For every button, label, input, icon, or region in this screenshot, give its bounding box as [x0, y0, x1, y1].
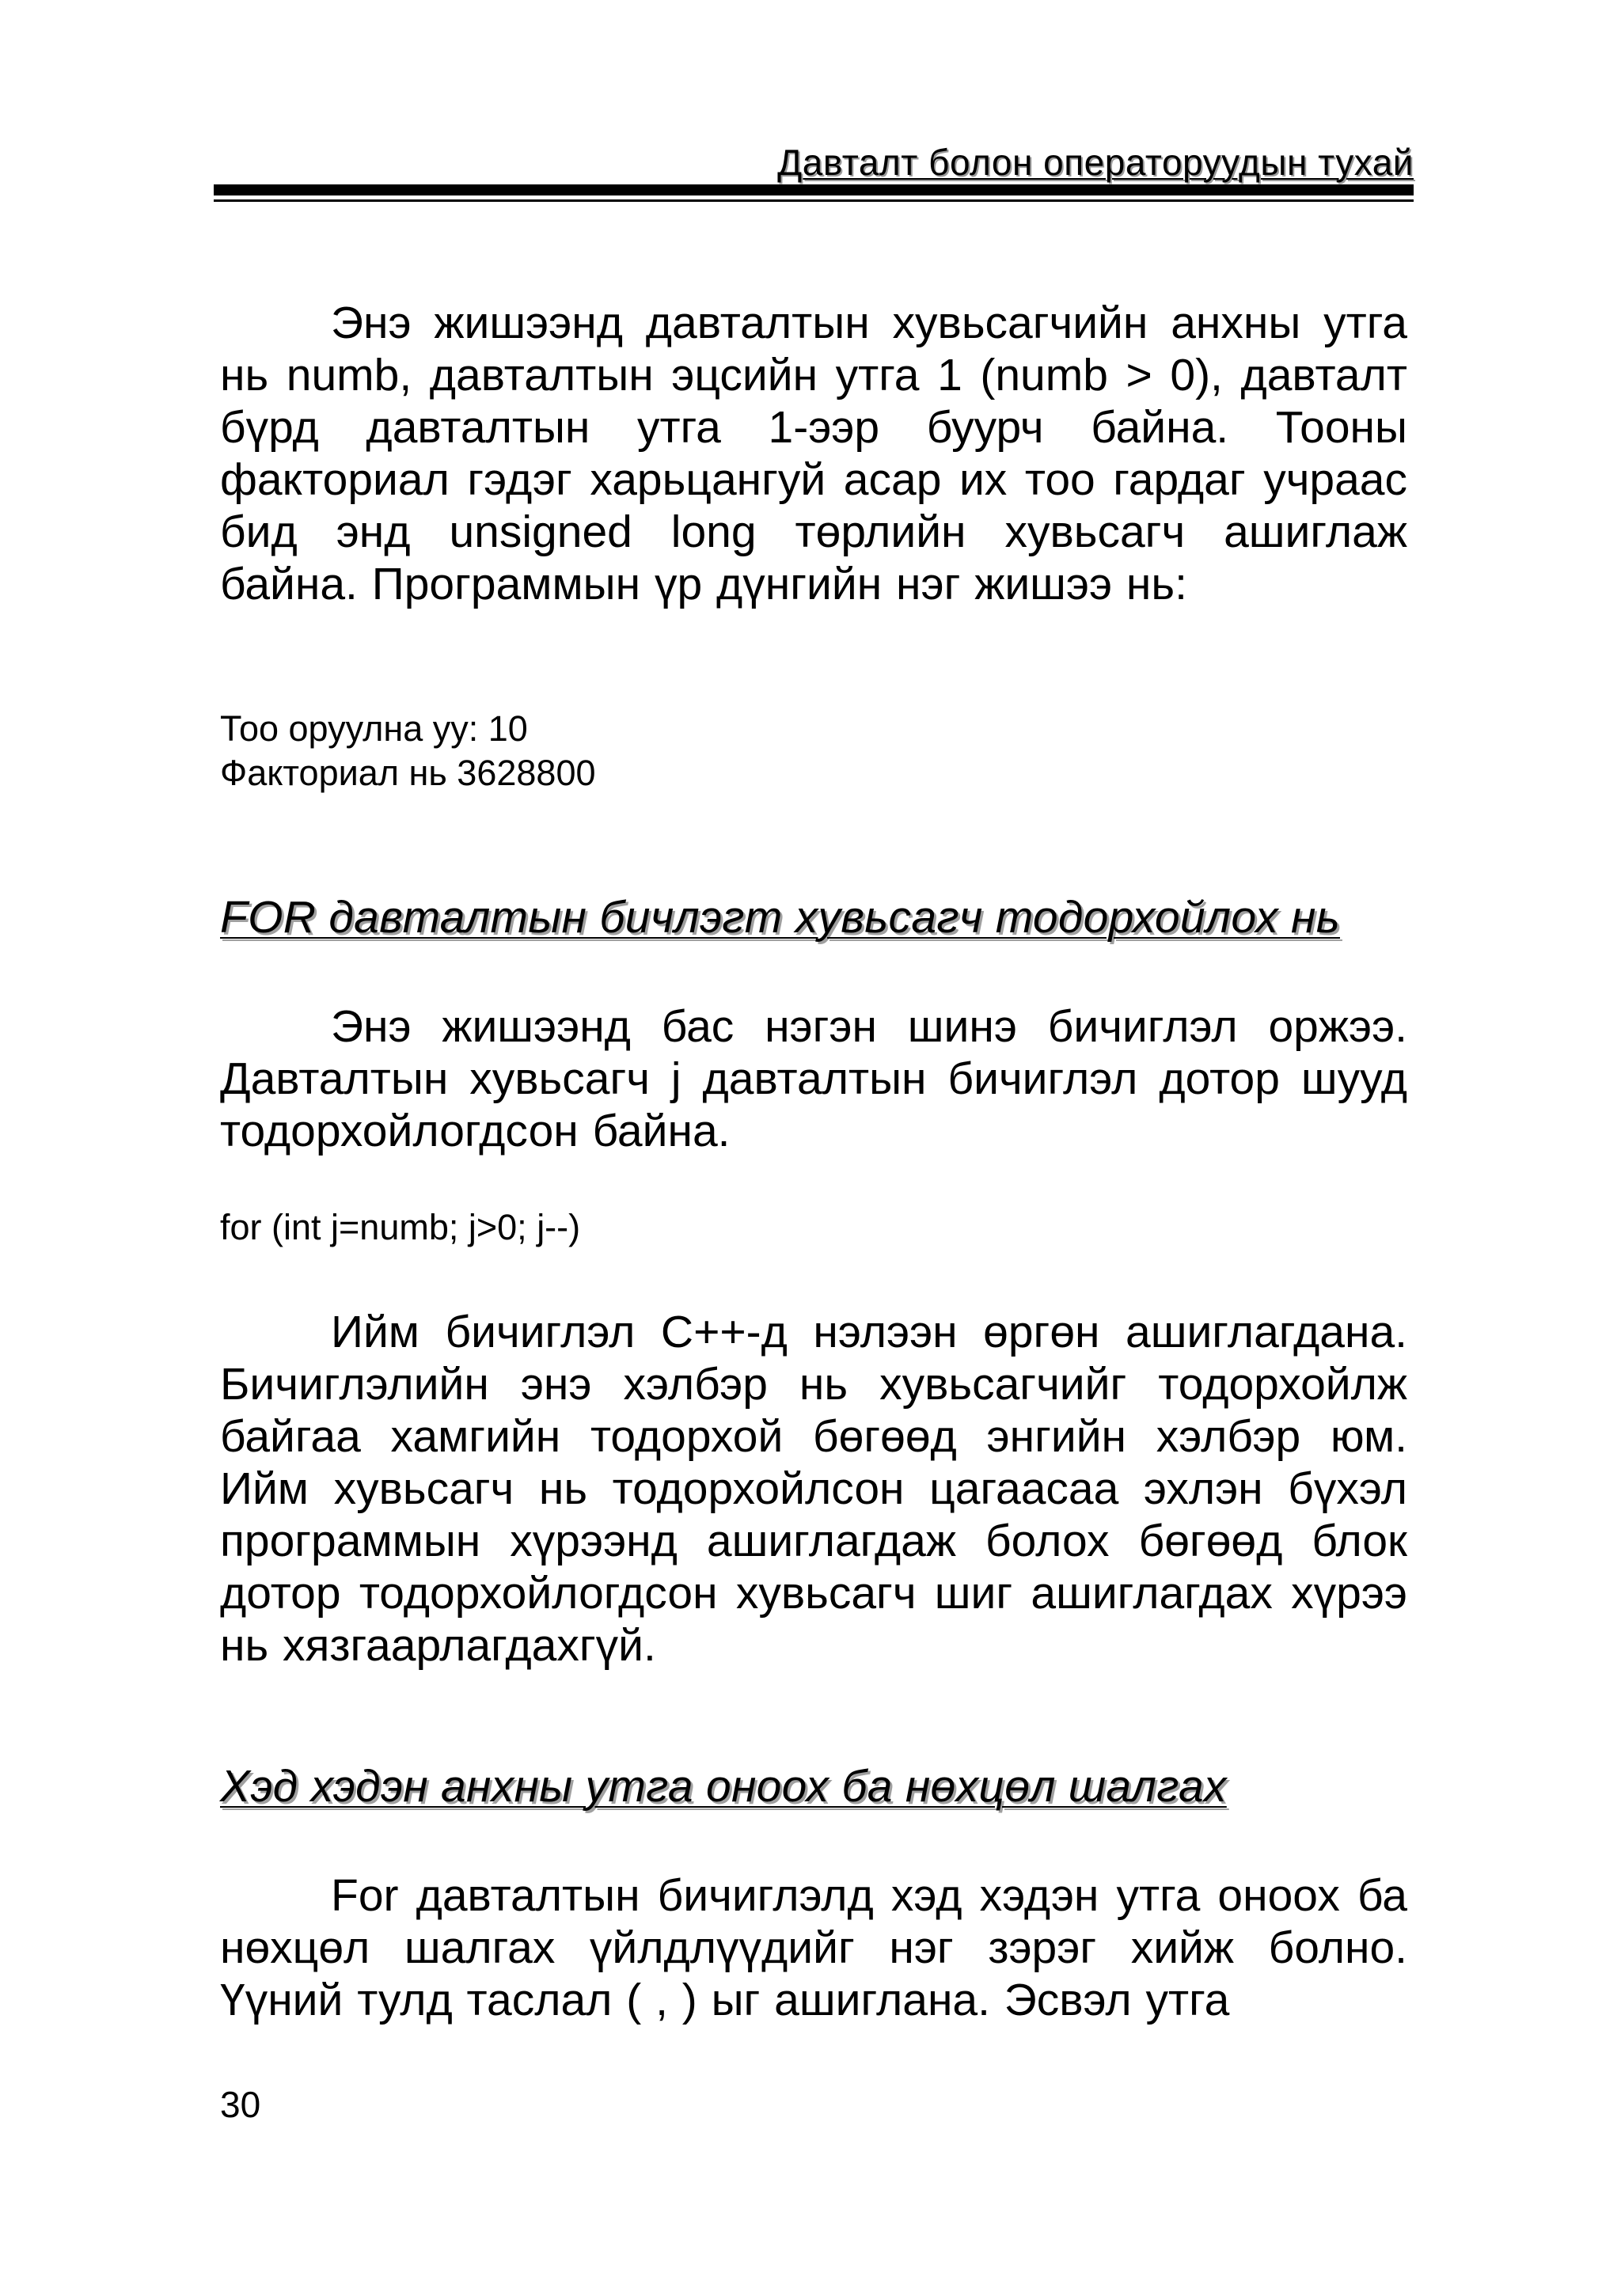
- output-line-factorial-result: Факториал нь 3628800: [220, 753, 596, 793]
- code-for-loop-header: for (int j=numb; j>0; j--): [220, 1207, 581, 1247]
- page-number: 30: [220, 2084, 261, 2125]
- section-heading-multiple-initialization: Хэд хэдэн анхны утга оноох ба нөхцөл шалгах: [220, 1761, 1227, 1812]
- running-header-title: Давталт болон операторуудын тухай: [777, 142, 1414, 183]
- body-paragraph-new-notation: Энэ жишээнд бас нэгэн шинэ бичиглэл оржээ. Давталтын хувьсагч j давталтын бичиглэл дотор шууд тодорхойлогдсон байна.: [220, 1001, 1407, 1156]
- header-rule-thin: [214, 199, 1414, 202]
- section-heading-for-variable-declaration: FOR давталтын бичлэгт хувьсагч тодорхойлох нь: [220, 892, 1340, 943]
- body-paragraph-factorial-explanation: Энэ жишээнд давталтын хувьсагчийн анхны утга нь numb, давталтын эцсийн утга 1 (numb > 0), давталт бүрд давталтын утга 1-ээр буурч байна. Тооны факториал гэдэг харьцангуй асар их тоо гардаг учраас бид энд unsigned long төрлийн хувьсагч ашиглаж байна. Программын үр дүнгийн нэг жишээ нь:: [220, 298, 1407, 609]
- body-paragraph-notation-usage: Ийм бичиглэл C++-д нэлээн өргөн ашиглагдана. Бичиглэлийн энэ хэлбэр нь хувьсагчийг тодорхойлж байгаа хамгийн тодорхой бөгөөд энгийн хэлбэр юм. Ийм хувьсагч нь тодорхойлсон цагаасаа эхлэн бүхэл программын хүрээнд ашиглагдаж болох бөгөөд блок дотор тодорхойлогдсон хувьсагч шиг ашиглагдах хүрээ нь хязгаарлагдахгүй.: [220, 1307, 1407, 1671]
- output-line-input-prompt: Тоо оруулна уу: 10: [220, 708, 528, 749]
- body-paragraph-comma-operator: For давталтын бичиглэлд хэд хэдэн утга оноох ба нөхцөл шалгах үйлдлүүдийг нэг зэрэг хийж болно. Үүний тулд таслал ( , ) ыг ашиглана. Эсвэл утга: [220, 1870, 1407, 2025]
- header-rule-thick: [214, 184, 1414, 195]
- program-output-example: [220, 707, 596, 795]
